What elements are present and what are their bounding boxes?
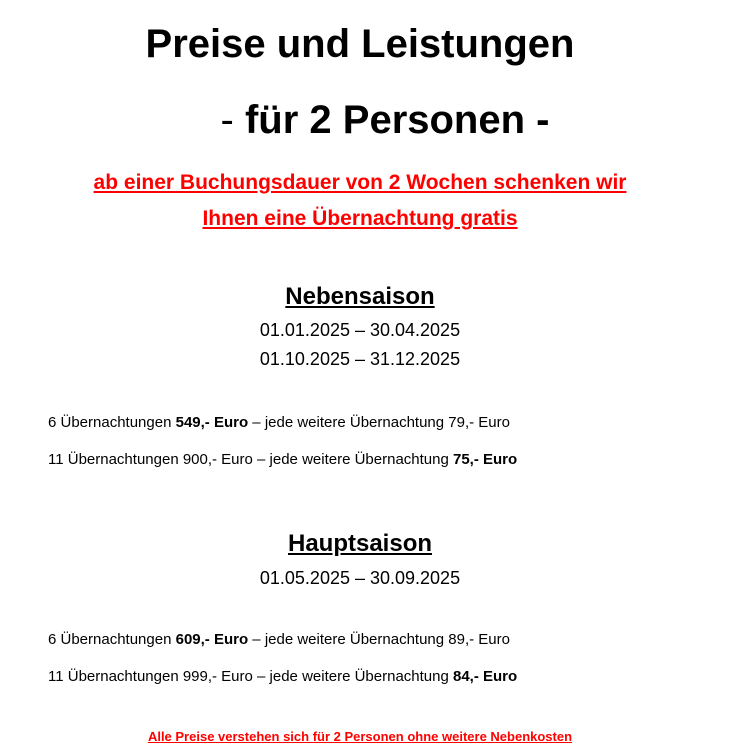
- nebensaison-price-line-1: [48, 413, 510, 433]
- price-text: 6 Übernachtungen: [48, 414, 176, 431]
- promo-line-2: Ihnen eine Übernachtung gratis: [202, 207, 518, 230]
- price-text: 11 Übernachtungen 999,- Euro – jede weitere Übernachtung: [48, 668, 453, 685]
- nebensaison-date-range-2: 01.10.2025 – 31.12.2025: [259, 349, 461, 369]
- nebensaison-price-line-2: [48, 450, 517, 470]
- promo-line-1: ab einer Buchungsdauer von 2 Wochen schenken wir: [93, 171, 627, 194]
- hauptsaison-price-line-1: [48, 630, 510, 650]
- footer-note: Alle Preise verstehen sich für 2 Personen ohne weitere Nebenkosten: [147, 729, 573, 744]
- price-bold: 549,- Euro: [175, 414, 249, 431]
- hauptsaison-date-range-1: 01.05.2025 – 30.09.2025: [259, 568, 461, 588]
- price-text: 11 Übernachtungen 900,- Euro – jede weitere Übernachtung: [48, 451, 453, 468]
- price-bold: 84,- Euro: [453, 668, 518, 685]
- price-text: 6 Übernachtungen: [48, 631, 176, 648]
- nebensaison-date-range-1: 01.01.2025 – 30.04.2025: [259, 320, 461, 340]
- price-bold: 609,- Euro: [175, 631, 249, 648]
- subtitle-dash: -: [220, 98, 234, 142]
- page-title: Preise und Leistungen: [145, 22, 575, 66]
- page-subtitle: [0, 96, 731, 144]
- hauptsaison-heading: Hauptsaison: [287, 530, 433, 557]
- price-text: – jede weitere Übernachtung 79,- Euro: [248, 414, 510, 431]
- nebensaison-heading: Nebensaison: [285, 283, 435, 310]
- price-bold: 75,- Euro: [453, 451, 518, 468]
- hauptsaison-price-line-2: [48, 667, 517, 687]
- subtitle-text: für 2 Personen -: [244, 98, 550, 142]
- price-text: – jede weitere Übernachtung 89,- Euro: [248, 631, 510, 648]
